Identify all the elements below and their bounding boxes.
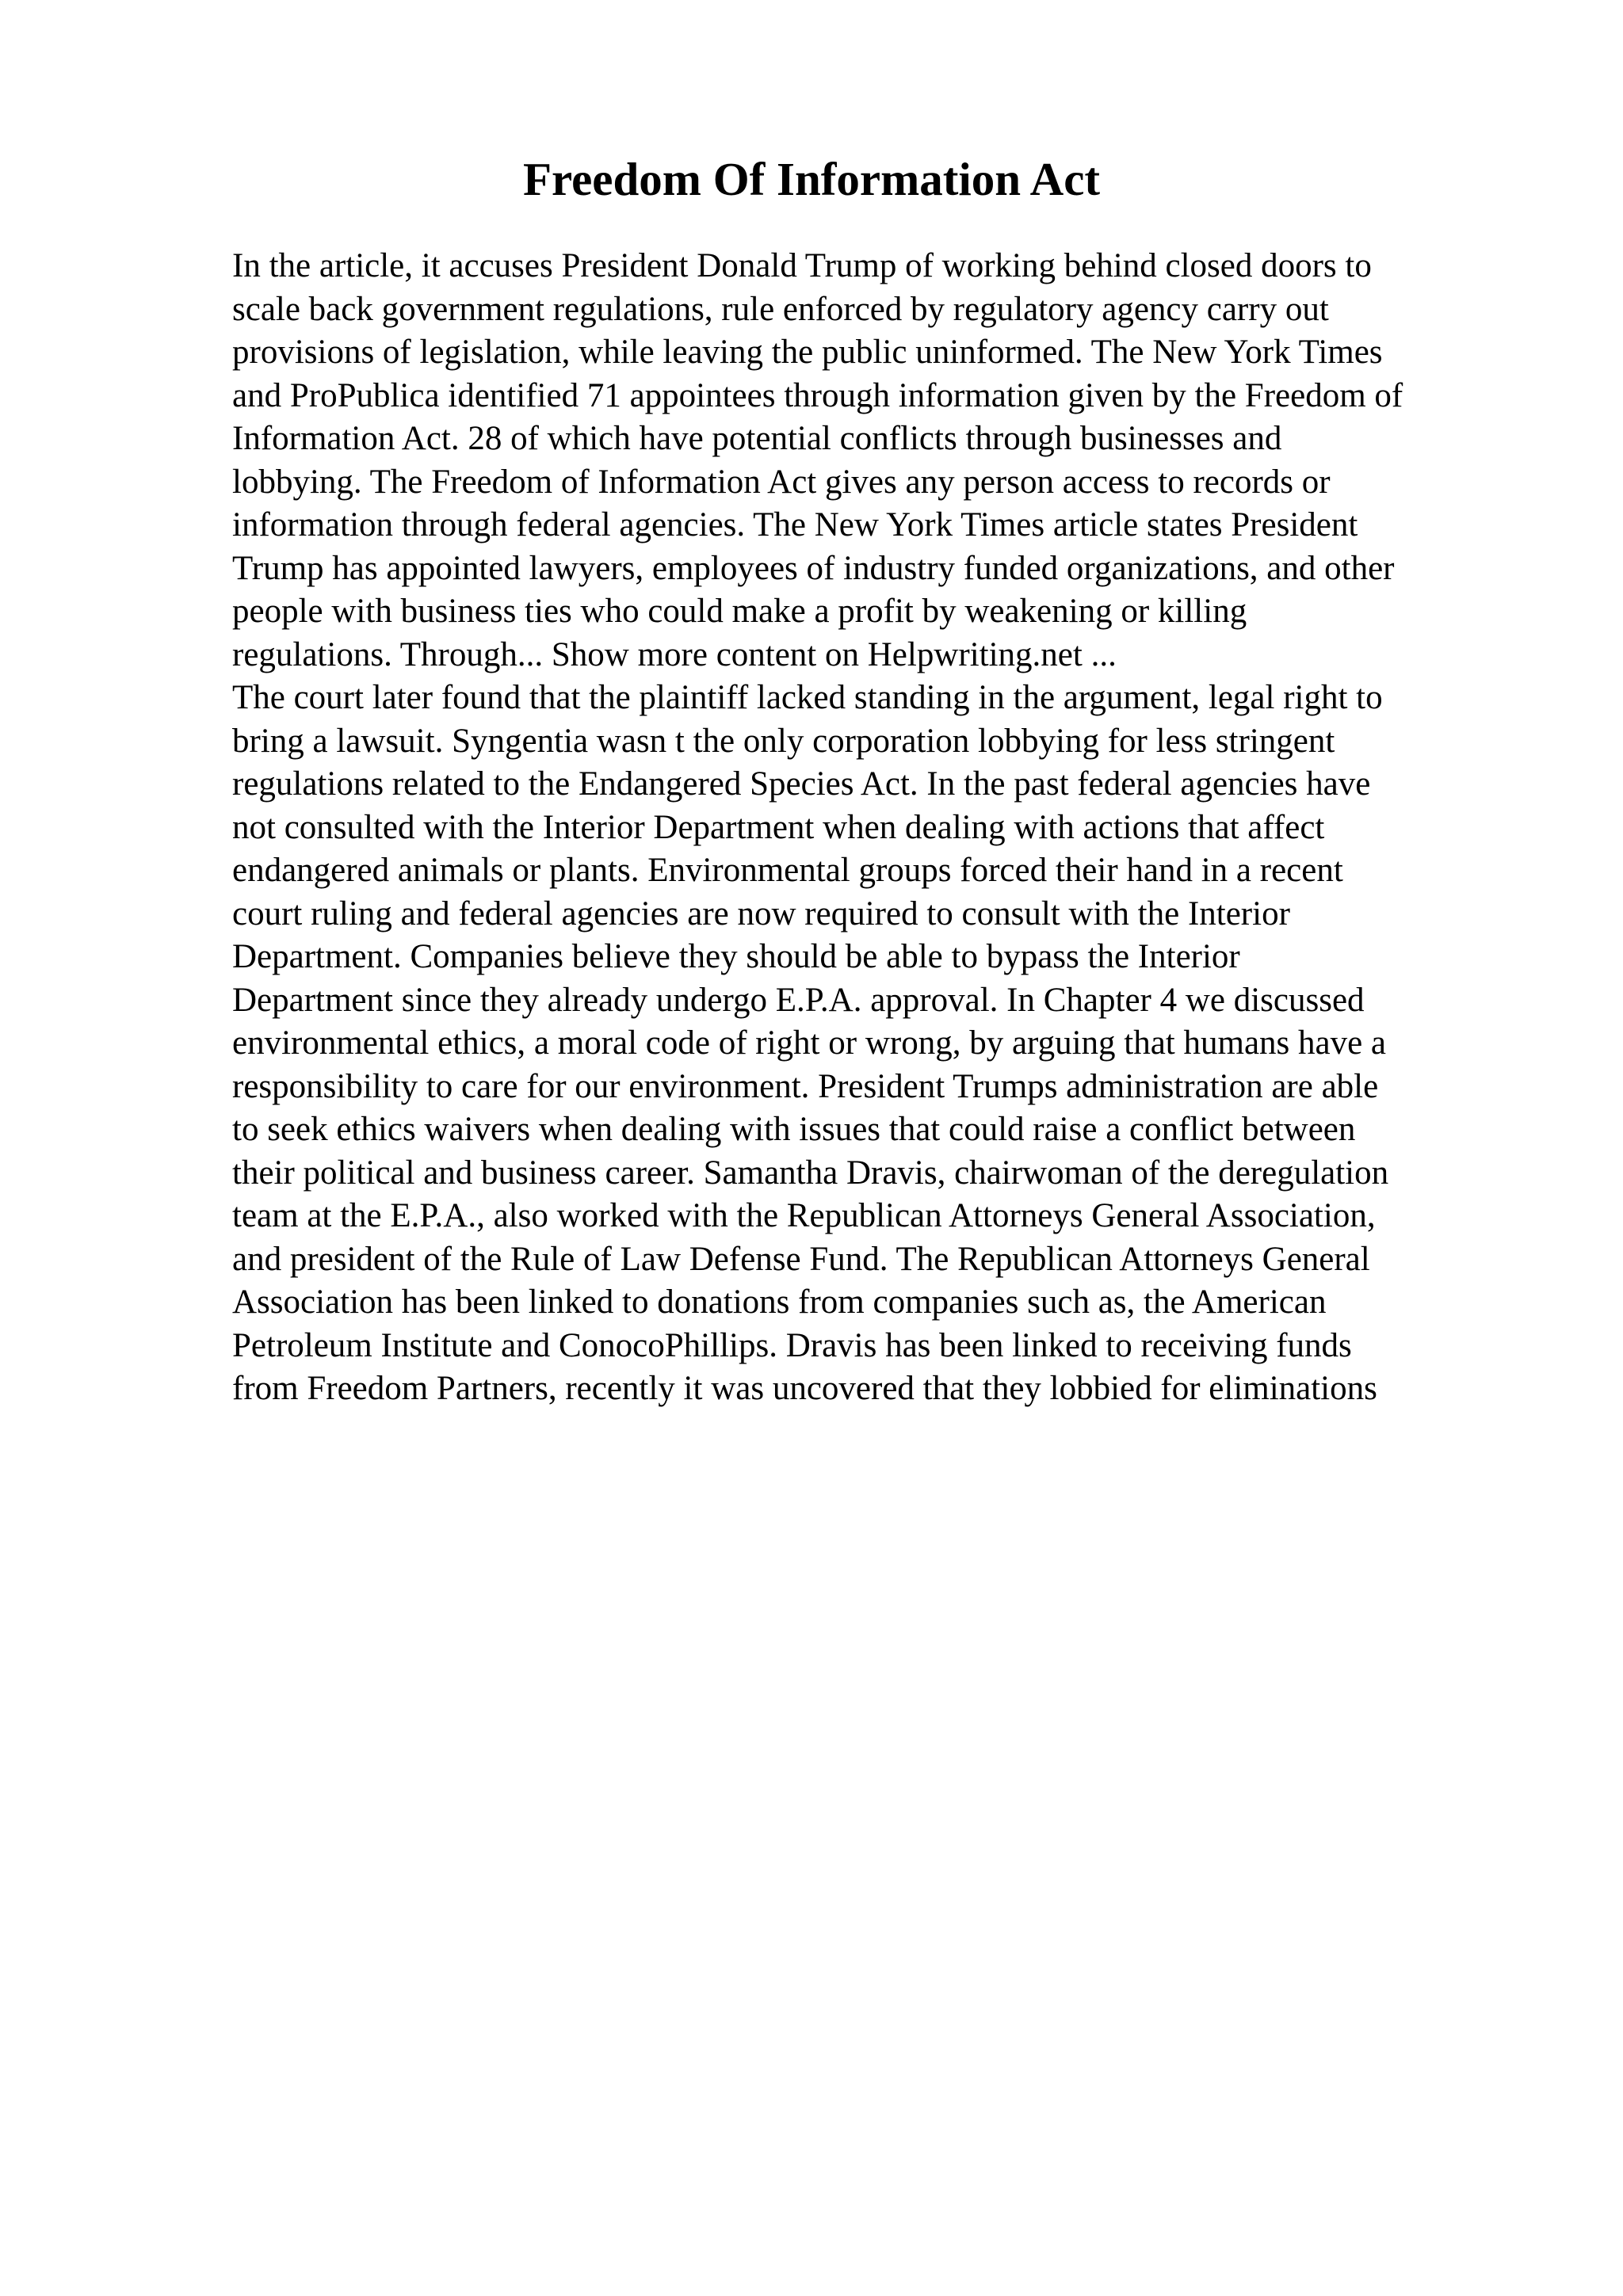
body-line: Information Act. 28 of which have potential conflicts through businesses and bbox=[232, 420, 1282, 457]
body-line: Association has been linked to donations from companies such as, the American bbox=[232, 1283, 1327, 1321]
body-line: and ProPublica identified 71 appointees through information given by the Freedom of bbox=[232, 376, 1403, 414]
document-body bbox=[232, 245, 1516, 1411]
body-line: responsibility to care for our environment. President Trumps administration are able bbox=[232, 1067, 1379, 1105]
body-line: to seek ethics waivers when dealing with issues that could raise a conflict between bbox=[232, 1111, 1356, 1148]
body-line: Petroleum Institute and ConocoPhillips. Dravis has been linked to receiving funds bbox=[232, 1326, 1352, 1364]
body-line: environmental ethics, a moral code of right or wrong, by arguing that humans have a bbox=[232, 1024, 1387, 1062]
body-line: information through federal agencies. The New York Times article states President bbox=[232, 506, 1358, 543]
body-line: provisions of legislation, while leaving the public uninformed. The New York Times bbox=[232, 334, 1383, 371]
body-line: and president of the Rule of Law Defense Fund. The Republican Attorneys General bbox=[232, 1240, 1370, 1278]
body-line: not consulted with the Interior Department when dealing with actions that affect bbox=[232, 808, 1325, 846]
body-line: people with business ties who could make a profit by weakening or killing bbox=[232, 593, 1247, 630]
document-title: Freedom Of Information Act bbox=[522, 153, 1101, 205]
body-line: regulations. Through... Show more content on Helpwriting.net ... bbox=[232, 635, 1117, 673]
body-line: bring a lawsuit. Syngentia wasn t the only corporation lobbying for less stringent bbox=[232, 722, 1335, 760]
body-line: Department. Companies believe they should be able to bypass the Interior bbox=[232, 938, 1240, 975]
body-line: scale back government regulations, rule enforced by regulatory agency carry out bbox=[232, 290, 1329, 328]
body-line: In the article, it accuses President Donald Trump of working behind closed doors to bbox=[232, 247, 1372, 284]
body-line: Trump has appointed lawyers, employees of industry funded organizations, and other bbox=[232, 549, 1395, 587]
body-line: their political and business career. Samantha Dravis, chairwoman of the deregulation bbox=[232, 1154, 1389, 1192]
body-line: court ruling and federal agencies are now required to consult with the Interior bbox=[232, 894, 1290, 933]
body-line: from Freedom Partners, recently it was uncovered that they lobbied for eliminations bbox=[232, 1370, 1377, 1407]
body-line: lobbying. The Freedom of Information Act gives any person access to records or bbox=[232, 463, 1331, 501]
body-line: regulations related to the Endangered Species Act. In the past federal agencies have bbox=[232, 765, 1371, 803]
body-line: endangered animals or plants. Environmental groups forced their hand in a recent bbox=[232, 852, 1343, 889]
body-line: team at the E.P.A., also worked with the Republican Attorneys General Association, bbox=[232, 1197, 1376, 1234]
body-line: The court later found that the plaintiff lacked standing in the argument, legal right to bbox=[232, 679, 1383, 716]
body-line: Department since they already undergo E.P.A. approval. In Chapter 4 we discussed bbox=[232, 981, 1365, 1019]
